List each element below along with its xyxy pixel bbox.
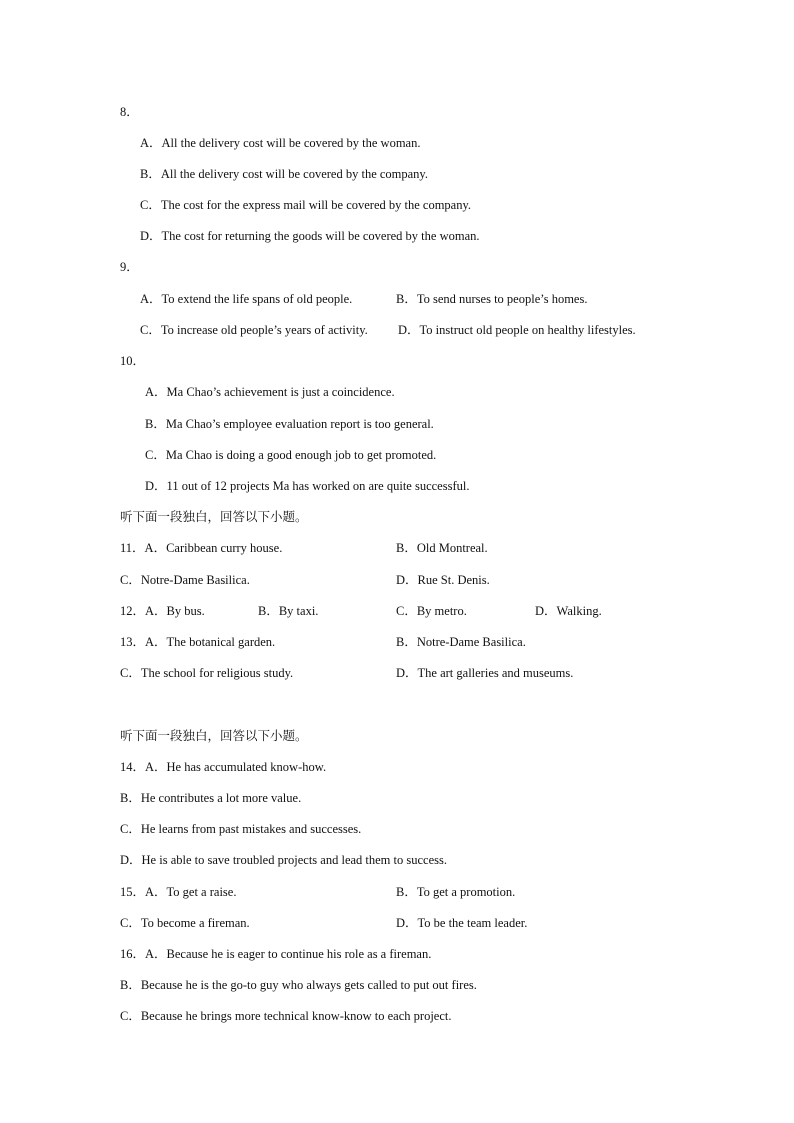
q13-option-a: 13．A．The botanical garden.	[120, 635, 276, 649]
q11-option-c: C．Notre-Dame Basilica.	[120, 573, 250, 587]
q16-option-a: 16．A．Because he is eager to continue his role as a fireman.	[120, 947, 432, 961]
q10-option-c: C．Ma Chao is doing a good enough job to get promoted.	[145, 448, 437, 462]
q14-option-d: D．He is able to save troubled projects and lead them to success.	[120, 853, 447, 867]
q10-option-b: B．Ma Chao’s employee evaluation report is too general.	[145, 417, 434, 431]
q14-option-a: 14．A．He has accumulated know-how.	[120, 760, 327, 774]
q16-option-c: C．Because he brings more technical know-know to each project.	[120, 1009, 452, 1023]
q14-option-c: C．He learns from past mistakes and successes.	[120, 822, 362, 836]
q13-option-b: B．Notre-Dame Basilica.	[396, 635, 526, 649]
q9-number: 9．	[120, 260, 139, 274]
q15-option-b: B．To get a promotion.	[396, 885, 516, 899]
q12-option-c: C．By metro.	[396, 604, 467, 618]
q9-option-d: D．To instruct old people on healthy lifestyles.	[398, 323, 636, 337]
section-heading-monologue-2: 听下面一段独白，回答以下小题。	[120, 729, 308, 743]
q15-option-a: 15．A．To get a raise.	[120, 885, 237, 899]
q11-option-a: 11．A．Caribbean curry house.	[120, 541, 283, 555]
q9-option-a: A．To extend the life spans of old people.	[140, 292, 353, 306]
q11-option-d: D．Rue St. Denis.	[396, 573, 490, 587]
q8-option-d: D．The cost for returning the goods will be covered by the woman.	[140, 229, 480, 243]
q10-option-d: D．11 out of 12 projects Ma has worked on are quite successful.	[145, 479, 470, 493]
q15-option-c: C．To become a fireman.	[120, 916, 250, 930]
q12-option-d: D．Walking.	[535, 604, 602, 618]
section-heading-monologue-1: 听下面一段独白，回答以下小题。	[120, 510, 308, 524]
q8-option-c: C．The cost for the express mail will be covered by the company.	[140, 198, 472, 212]
q8-option-a: A．All the delivery cost will be covered by the woman.	[140, 136, 421, 150]
q9-option-b: B．To send nurses to people’s homes.	[396, 292, 588, 306]
q16-option-b: B．Because he is the go-to guy who always gets called to put out fires.	[120, 978, 477, 992]
q8-number: 8．	[120, 105, 139, 119]
q12-option-a: 12．A．By bus.	[120, 604, 205, 618]
q11-option-b: B．Old Montreal.	[396, 541, 488, 555]
q8-option-b: B．All the delivery cost will be covered by the company.	[140, 167, 429, 181]
q10-number: 10．	[120, 354, 146, 368]
q10-option-a: A．Ma Chao’s achievement is just a coincidence.	[145, 385, 395, 399]
q13-option-c: C．The school for religious study.	[120, 666, 294, 680]
q14-option-b: B．He contributes a lot more value.	[120, 791, 302, 805]
q15-option-d: D．To be the team leader.	[396, 916, 528, 930]
q12-option-b: B．By taxi.	[258, 604, 319, 618]
q9-option-c: C．To increase old people’s years of activity.	[140, 323, 368, 337]
q13-option-d: D．The art galleries and museums.	[396, 666, 574, 680]
